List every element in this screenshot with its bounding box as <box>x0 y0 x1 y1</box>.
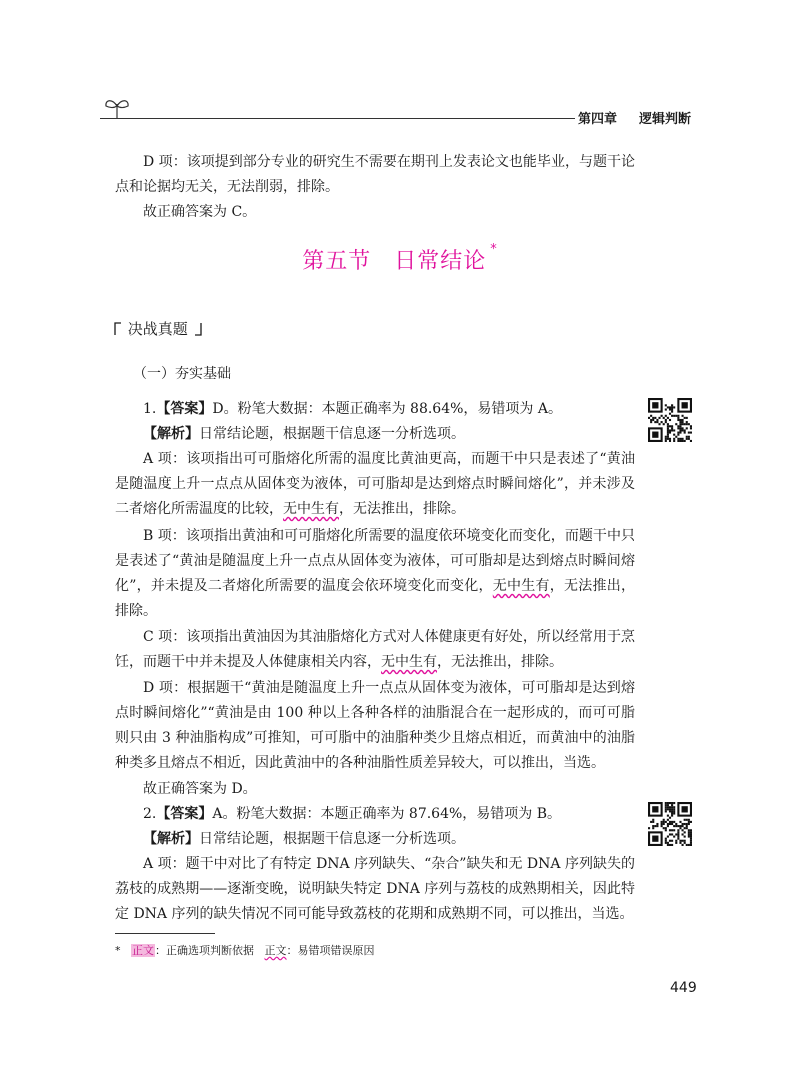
chapter-label: 第四章 <box>578 112 618 127</box>
error-mark: 无中生有 <box>492 578 550 594</box>
open-bracket-icon <box>113 322 123 336</box>
error-mark: 无中生有 <box>381 654 437 670</box>
qr-code-icon[interactable] <box>648 398 692 442</box>
section-header <box>113 318 203 339</box>
section-title: 第五节 日常结论 * <box>302 242 498 274</box>
q2-analysis: 【解析】日常结论题，根据题干信息逐一分析选项。 <box>143 831 465 847</box>
topic-label: 逻辑判断 <box>639 112 692 127</box>
footnote-rule <box>115 933 215 934</box>
wavy-sample: 正文 <box>264 944 287 957</box>
error-mark: 无中生有 <box>283 501 339 517</box>
footnote: * 正文：正确选项判断依据 正文：易错项错误原因 <box>115 944 375 957</box>
q1-option-d: D 项：根据题干“黄油是随温度上升一点点从固体变为液体，可可脂却是达到熔点时瞬间熔化”“黄油是由 100 种以上各种各样的油脂混合在一起形成的，而可可脂则只由 3 种油脂构成”可推知，可可脂中的油脂种类少且熔点相近，而黄油中的油脂种类多且熔点不相近，因此黄油中的各种油脂性质差异较大，可以推出，当选。 <box>115 680 635 771</box>
subsection-title: （一）夯实基础 <box>133 366 231 382</box>
close-bracket-icon <box>193 322 203 336</box>
page-number: 449 <box>670 980 697 996</box>
q1-analysis: 【解析】日常结论题，根据题干信息逐一分析选项。 <box>143 426 465 442</box>
section-header-text: 决战真题 <box>127 320 188 338</box>
intro-d-item: D 项：该项提到部分专业的研究生不需要在期刊上发表论文也能毕业，与题干论点和论据均无关，无法削弱，排除。 <box>115 154 635 195</box>
q1-answer: 1.【答案】D。粉笔大数据：本题正确率为 88.64%，易错项为 A。 <box>143 401 562 417</box>
highlight-sample: 正文 <box>132 944 154 957</box>
q1-final: 故正确答案为 D。 <box>143 781 257 797</box>
header-rule <box>100 118 575 119</box>
sprout-icon <box>102 94 132 120</box>
section-star: * <box>490 242 498 257</box>
running-header <box>578 108 691 127</box>
q1-option-b: B 项：该项指出黄油和可可脂熔化所需要的温度依环境变化而变化，而题干中只是表述了“黄油是随温度上升一点点从固体变为液体，可可脂却是达到熔点时瞬间熔化”，并未提及二者熔化所需要的温度会依环境变化而变化，无中生有，无法推出，排除。 <box>115 528 636 619</box>
qr-code-icon[interactable] <box>648 802 692 846</box>
intro-answer: 故正确答案为 C。 <box>143 204 257 220</box>
q1-option-c: C 项：该项指出黄油因为其油脂熔化方式对人体健康更有好处，所以经常用于烹饪，而题干中并未提及人体健康相关内容，无中生有，无法推出，排除。 <box>115 629 635 670</box>
q2-option-a: A 项：题干中对比了有特定 DNA 序列缺失、“杂合”缺失和无 DNA 序列缺失的荔枝的成熟期——逐渐变晚，说明缺失特定 DNA 序列与荔枝的成熟期相关，因此特定 DNA 序列的缺失情况不同可能导致荔枝的花期和成熟期不同，可以推出，当选。 <box>115 856 635 922</box>
q2-answer: 2.【答案】A。粉笔大数据：本题正确率为 87.64%，易错项为 B。 <box>143 806 562 822</box>
q1-option-a: A 项：该项指出可可脂熔化所需的温度比黄油更高，而题干中只是表述了“黄油是随温度上升一点点从固体变为液体，可可脂却是达到熔点时瞬间熔化”，并未涉及二者熔化所需温度的比较，无中生有，无法推出，排除。 <box>115 451 635 517</box>
